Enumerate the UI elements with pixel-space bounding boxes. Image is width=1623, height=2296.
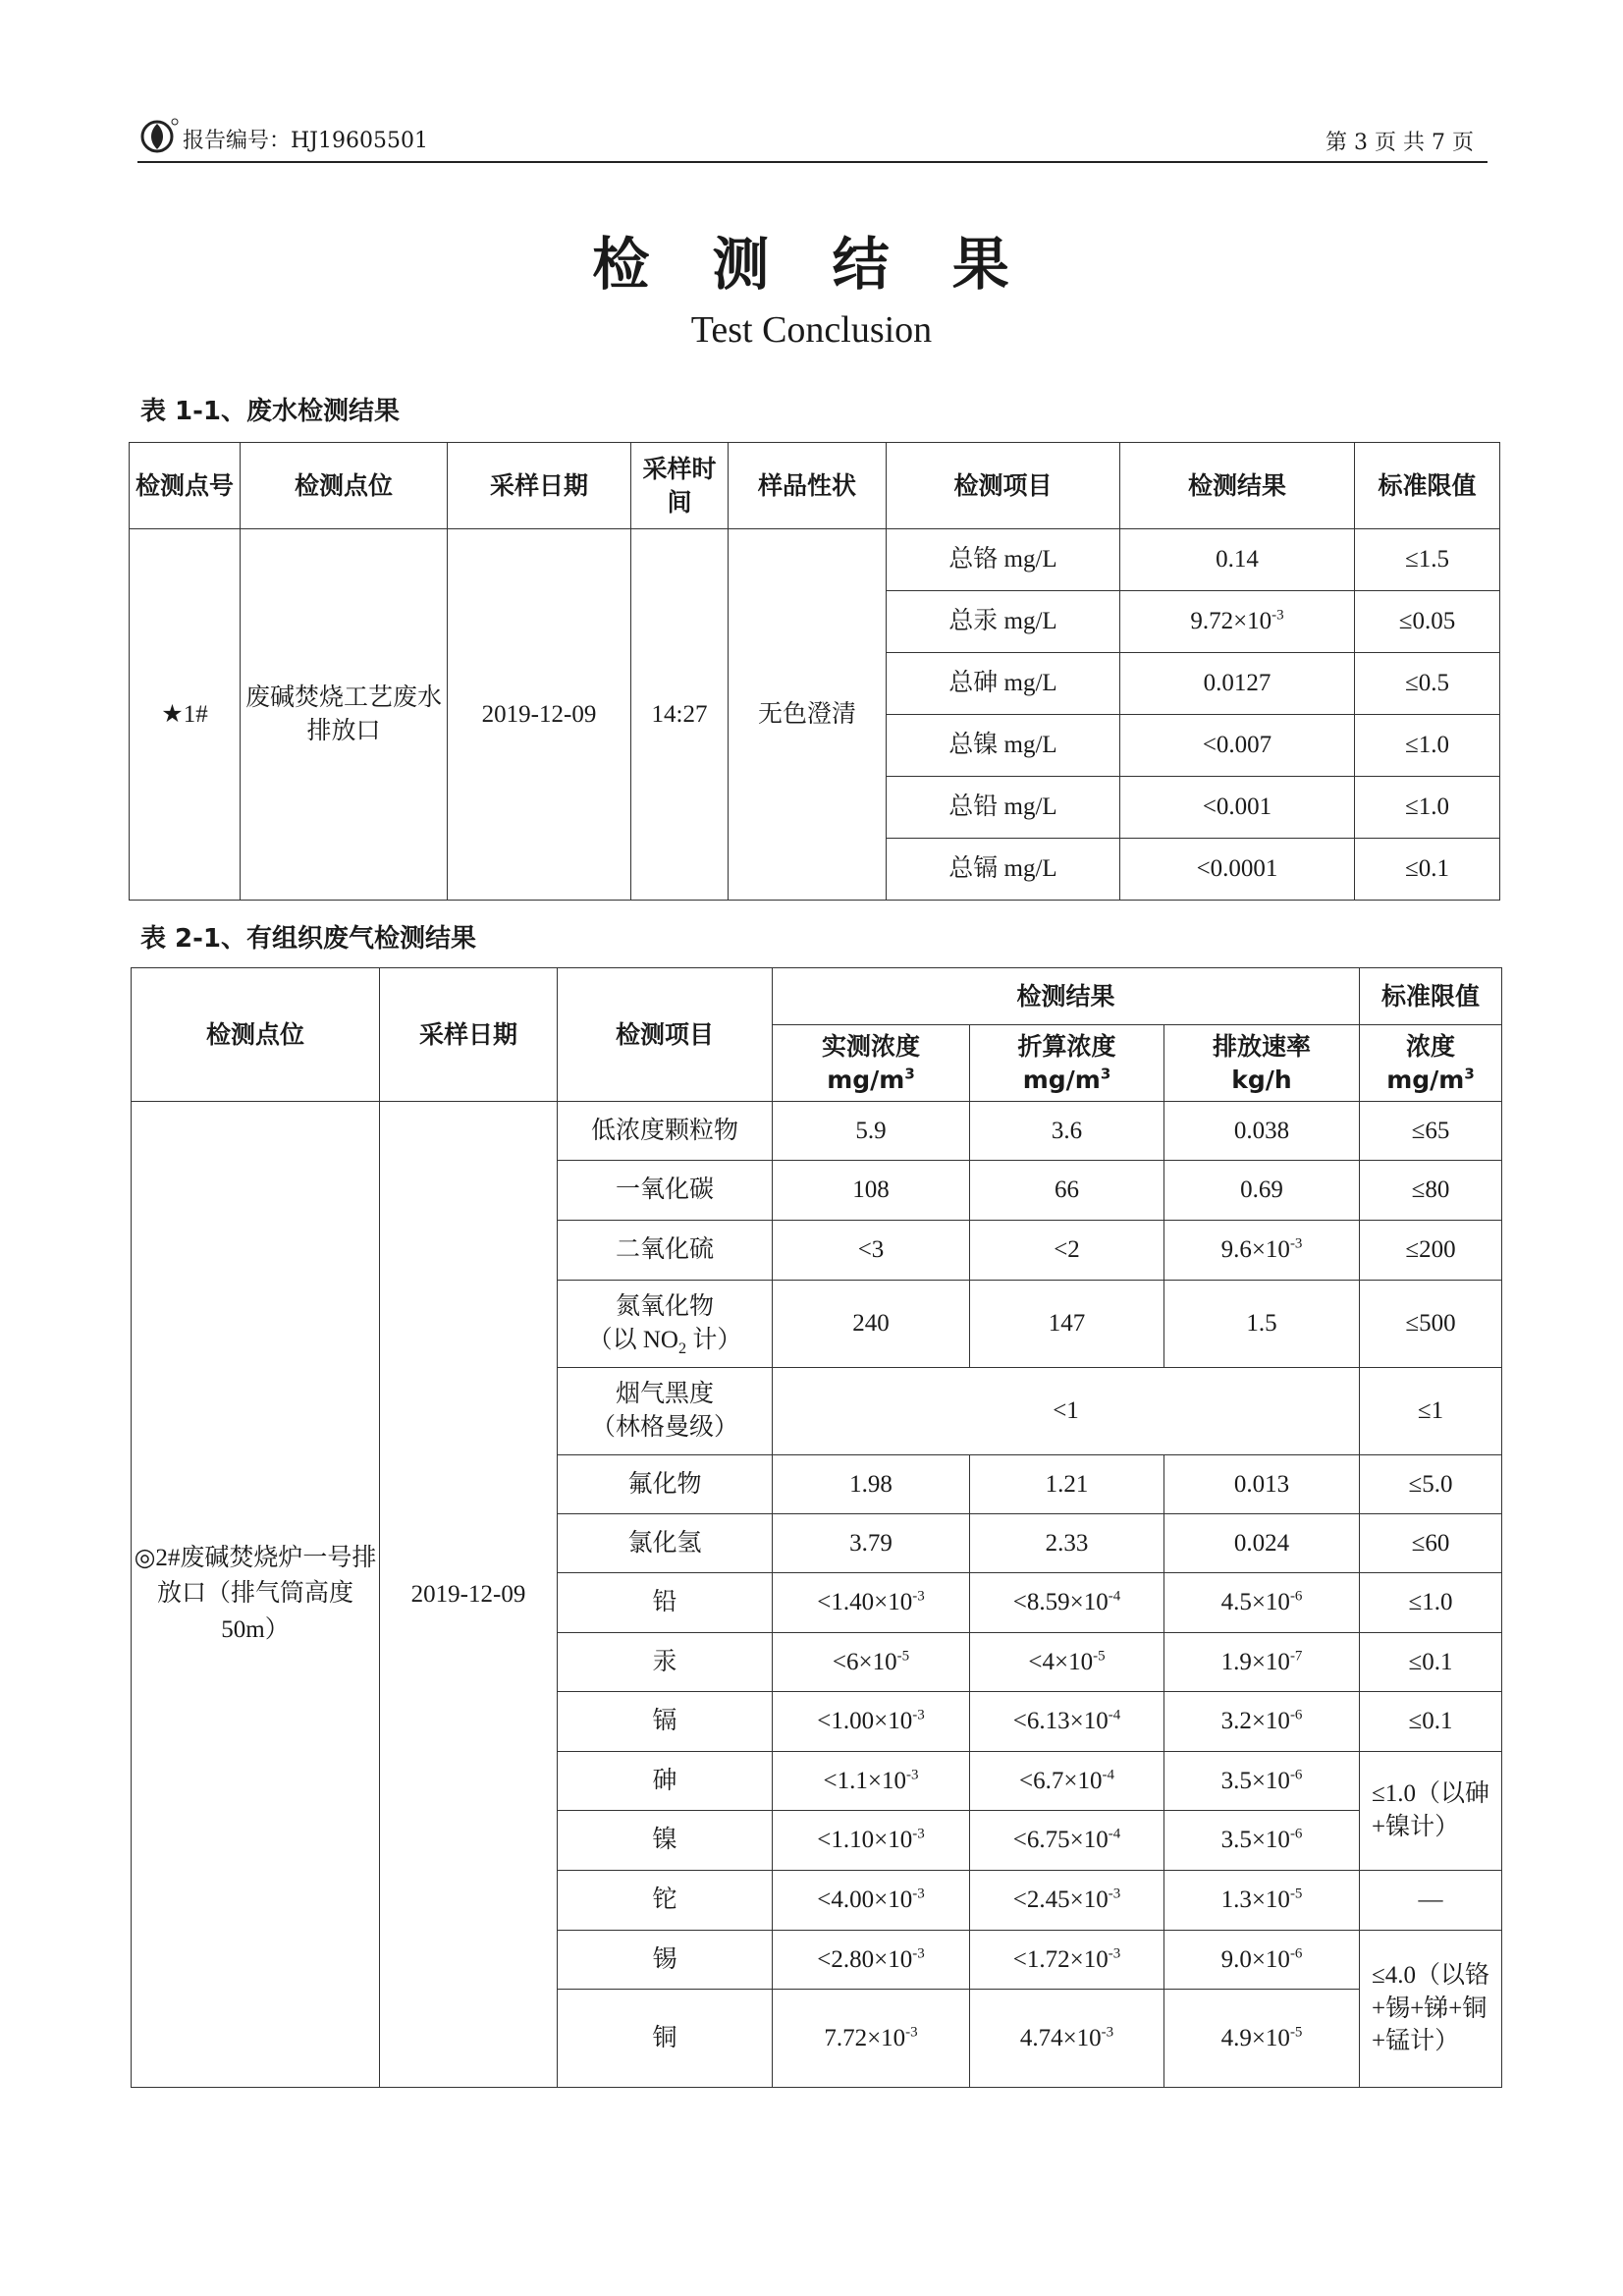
limit-cell: ≤0.1 <box>1355 839 1500 901</box>
item-cell: 铅 <box>558 1573 773 1633</box>
item-cell: 镍 <box>558 1811 773 1871</box>
page-header <box>137 116 1488 163</box>
result-cell: <0.007 <box>1120 715 1355 777</box>
measured-cell: $<1.40\times 10^{-3}$ <box>773 1573 970 1633</box>
limit-cell: ≤5.0 <box>1360 1455 1502 1514</box>
header-limit: 标准限值 <box>1355 443 1500 529</box>
item-cell: 铜 <box>558 1990 773 2088</box>
measured-cell: $7.72\times 10^{-3}$ <box>773 1990 970 2088</box>
result-cell: $9.72\times 10^{-3}$ <box>1120 591 1355 653</box>
measured-cell: 1.98 <box>773 1455 970 1514</box>
limit-cell: ≤1.0（以砷+镍计） <box>1360 1752 1502 1871</box>
converted-cell: 147 <box>970 1281 1164 1368</box>
item-cell: 氯化氢 <box>558 1514 773 1573</box>
converted-cell: 66 <box>970 1161 1164 1221</box>
rate-cell: 0.013 <box>1164 1455 1360 1514</box>
item-cell: 锡 <box>558 1931 773 1990</box>
report-number: 报告编号：HJ19605501 <box>183 129 428 153</box>
converted-cell: 1.21 <box>970 1455 1164 1514</box>
header-date: 采样日期 <box>448 443 631 529</box>
item-cell: 总铅 mg/L <box>887 777 1120 839</box>
converted-cell: $<6.75\times 10^{-4}$ <box>970 1811 1164 1871</box>
rate-cell: $9.0\times 10^{-6}$ <box>1164 1931 1360 1990</box>
result-cell: 0.14 <box>1120 529 1355 591</box>
limit-cell: ≤0.1 <box>1360 1633 1502 1692</box>
item-cell: 总镉 mg/L <box>887 839 1120 901</box>
company-logo-icon <box>137 116 181 155</box>
limit-cell: ≤4.0（以铬+锡+锑+铜+锰计） <box>1360 1931 1502 2088</box>
point-no-cell: ★1# <box>130 529 241 901</box>
limit-cell: ≤1.5 <box>1355 529 1500 591</box>
header-date: 采样日期 <box>380 968 558 1102</box>
rate-cell: $3.5\times 10^{-6}$ <box>1164 1811 1360 1871</box>
measured-cell: $<2.80\times 10^{-3}$ <box>773 1931 970 1990</box>
header-result: 检测结果 <box>1120 443 1355 529</box>
item-cell: 总砷 mg/L <box>887 653 1120 715</box>
limit-cell: ≤0.1 <box>1360 1692 1502 1752</box>
limit-cell: ≤80 <box>1360 1161 1502 1221</box>
converted-cell: <2 <box>970 1221 1164 1281</box>
converted-cell: $4.74\times 10^{-3}$ <box>970 1990 1164 2088</box>
table1-caption: 表 1-1、废水检测结果 <box>140 397 401 426</box>
measured-cell: 240 <box>773 1281 970 1368</box>
converted-cell: $<6.7\times 10^{-4}$ <box>970 1752 1164 1811</box>
converted-cell: 3.6 <box>970 1102 1164 1161</box>
limit-cell: ≤0.05 <box>1355 591 1500 653</box>
item-cell: 总铬 mg/L <box>887 529 1120 591</box>
header-limit-group: 标准限值 <box>1360 968 1502 1025</box>
header-location: 检测点位 <box>132 968 380 1102</box>
limit-cell: ≤65 <box>1360 1102 1502 1161</box>
converted-cell: $<8.59\times 10^{-4}$ <box>970 1573 1164 1633</box>
limit-cell: ≤1.0 <box>1355 715 1500 777</box>
header-item: 检测项目 <box>558 968 773 1102</box>
limit-cell: ≤200 <box>1360 1221 1502 1281</box>
measured-cell: $<6\times 10^{-5}$ <box>773 1633 970 1692</box>
rate-cell: $1.3\times 10^{-5}$ <box>1164 1871 1360 1931</box>
rate-cell: $4.9\times 10^{-5}$ <box>1164 1990 1360 2088</box>
rate-cell: $3.5\times 10^{-6}$ <box>1164 1752 1360 1811</box>
measured-cell: $<1.1\times 10^{-3}$ <box>773 1752 970 1811</box>
converted-cell: 2.33 <box>970 1514 1164 1573</box>
result-cell: <0.0001 <box>1120 839 1355 901</box>
header-rate: 排放速率 kg/h <box>1164 1025 1360 1102</box>
date-cell: 2019-12-09 <box>380 1102 558 2088</box>
item-cell: 低浓度颗粒物 <box>558 1102 773 1161</box>
measured-cell: <3 <box>773 1221 970 1281</box>
measured-cell: $<1.00\times 10^{-3}$ <box>773 1692 970 1752</box>
rate-cell: $9.6\times 10^{-3}$ <box>1164 1221 1360 1281</box>
result-cell: 0.0127 <box>1120 653 1355 715</box>
header-item: 检测项目 <box>887 443 1120 529</box>
measured-cell: $<1.10\times 10^{-3}$ <box>773 1811 970 1871</box>
measured-cell: 108 <box>773 1161 970 1221</box>
measured-cell: 5.9 <box>773 1102 970 1161</box>
rate-cell: $3.2\times 10^{-6}$ <box>1164 1692 1360 1752</box>
item-cell: 镉 <box>558 1692 773 1752</box>
result-cell: <0.001 <box>1120 777 1355 839</box>
date-cell: 2019-12-09 <box>448 529 631 901</box>
page-title: 检 测 结 果 <box>592 231 1031 298</box>
smoke-value-cell: <1 <box>773 1368 1360 1455</box>
measured-cell: 3.79 <box>773 1514 970 1573</box>
time-cell: 14:27 <box>631 529 729 901</box>
table2-caption: 表 2-1、有组织废气检测结果 <box>140 924 477 954</box>
wastewater-table <box>129 442 1500 901</box>
rate-cell: $4.5\times 10^{-6}$ <box>1164 1573 1360 1633</box>
header-sample: 样品性状 <box>729 443 887 529</box>
item-cell: 烟气黑度 （林格曼级） <box>558 1368 773 1455</box>
item-cell: 铊 <box>558 1871 773 1931</box>
limit-cell: — <box>1360 1871 1502 1931</box>
header-point-no: 检测点号 <box>130 443 241 529</box>
converted-cell: $<2.45\times 10^{-3}$ <box>970 1871 1164 1931</box>
limit-cell: ≤60 <box>1360 1514 1502 1573</box>
location-cell: ◎2#废碱焚烧炉一号排放口（排气筒高度50m） <box>132 1102 380 2088</box>
converted-cell: $<6.13\times 10^{-4}$ <box>970 1692 1164 1752</box>
header-location: 检测点位 <box>241 443 448 529</box>
item-cell: 砷 <box>558 1752 773 1811</box>
item-cell: 氮氧化物 （以 $NO_2$ 计） <box>558 1281 773 1368</box>
item-cell: 汞 <box>558 1633 773 1692</box>
item-cell: 一氧化碳 <box>558 1161 773 1221</box>
rate-cell: 0.69 <box>1164 1161 1360 1221</box>
header-time: 采样时间 <box>631 443 729 529</box>
limit-cell: ≤1.0 <box>1355 777 1500 839</box>
limit-cell: ≤500 <box>1360 1281 1502 1368</box>
item-cell: 总汞 mg/L <box>887 591 1120 653</box>
exhaust-gas-table <box>131 967 1502 2088</box>
converted-cell: $<1.72\times 10^{-3}$ <box>970 1931 1164 1990</box>
item-cell: 总镍 mg/L <box>887 715 1120 777</box>
header-result-group: 检测结果 <box>773 968 1360 1025</box>
rate-cell: $1.9\times 10^{-7}$ <box>1164 1633 1360 1692</box>
rate-cell: 0.024 <box>1164 1514 1360 1573</box>
page-number: 第 3 页 共 7 页 <box>1325 131 1474 155</box>
page-subtitle: Test Conclusion <box>690 309 933 351</box>
rate-cell: 1.5 <box>1164 1281 1360 1368</box>
sample-cell: 无色澄清 <box>729 529 887 901</box>
limit-cell: ≤0.5 <box>1355 653 1500 715</box>
limit-cell: ≤1.0 <box>1360 1573 1502 1633</box>
header-converted: 折算浓度 $mg/m^3$ <box>970 1025 1164 1102</box>
limit-cell: ≤1 <box>1360 1368 1502 1455</box>
measured-cell: $<4.00\times 10^{-3}$ <box>773 1871 970 1931</box>
item-cell: 二氧化硫 <box>558 1221 773 1281</box>
item-cell: 氟化物 <box>558 1455 773 1514</box>
converted-cell: $<4\times 10^{-5}$ <box>970 1633 1164 1692</box>
rate-cell: 0.038 <box>1164 1102 1360 1161</box>
location-cell: 废碱焚烧工艺废水排放口 <box>241 529 448 901</box>
header-limit-conc: 浓度 $mg/m^3$ <box>1360 1025 1502 1102</box>
header-measured: 实测浓度 $mg/m^3$ <box>773 1025 970 1102</box>
